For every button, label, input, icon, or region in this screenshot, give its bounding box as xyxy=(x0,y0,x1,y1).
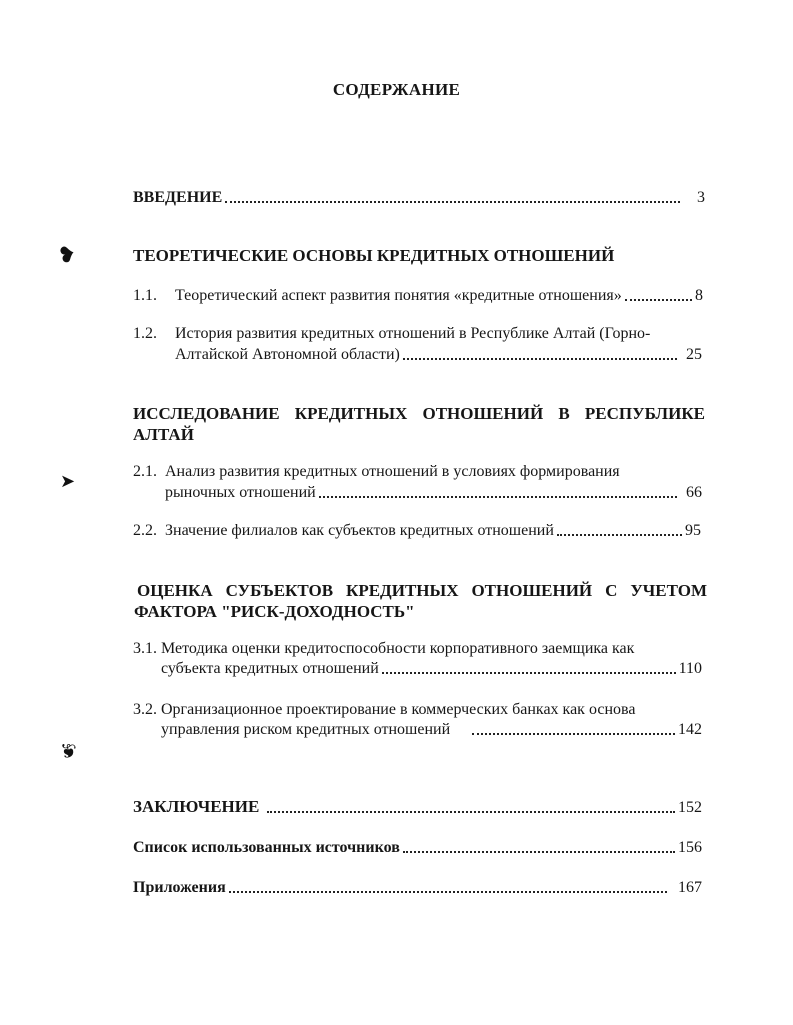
leader-dots xyxy=(472,733,675,735)
leader-dots xyxy=(225,201,680,203)
toc-item-page: 142 xyxy=(678,721,702,738)
toc-item-number: 2.1. xyxy=(133,463,157,480)
toc-item-text[interactable]: Организационное проектирование в коммерческих банках как основа xyxy=(161,701,636,718)
toc-sources-label: Список использованных источников xyxy=(133,839,400,856)
toc-item-2-2[interactable] xyxy=(133,521,701,540)
margin-mark-icon: ➤ xyxy=(60,471,76,491)
toc-item-page: 95 xyxy=(685,522,701,539)
toc-item-text[interactable]: Анализ развития кредитных отношений в условиях формирования xyxy=(165,463,620,480)
toc-intro[interactable] xyxy=(133,188,705,207)
toc-item-text: Значение филиалов как субъектов кредитных отношений xyxy=(165,522,554,539)
toc-intro-page: 3 xyxy=(697,189,705,206)
toc-item-text: субъекта кредитных отношений xyxy=(161,660,379,677)
toc-item-number: 2.2. xyxy=(133,522,157,539)
toc-item-number: 1.1. xyxy=(133,287,157,304)
toc-item-number: 1.2. xyxy=(133,325,157,342)
toc-appendix-page: 167 xyxy=(678,879,702,896)
toc-conclusion-label: ЗАКЛЮЧЕНИЕ xyxy=(133,797,260,816)
toc-intro-label: ВВЕДЕНИЕ xyxy=(133,189,223,206)
toc-item-number: 3.2. xyxy=(133,701,157,718)
toc-conclusion-page: 152 xyxy=(678,799,702,816)
toc-item-3-1[interactable] xyxy=(161,659,702,678)
chapter-1-title: ТЕОРЕТИЧЕСКИЕ ОСНОВЫ КРЕДИТНЫХ ОТНОШЕНИЙ xyxy=(133,246,615,265)
toc-item-page: 110 xyxy=(678,660,702,677)
toc-item-page: 8 xyxy=(695,287,703,304)
toc-item-3-2[interactable] xyxy=(161,720,702,739)
toc-item-page: 25 xyxy=(686,346,702,363)
leader-dots xyxy=(403,358,677,360)
toc-sources-page: 156 xyxy=(678,839,702,856)
chapter-2-title: ИССЛЕДОВАНИЕ КРЕДИТНЫХ ОТНОШЕНИЙ В РЕСПУБЛИКЕ xyxy=(133,404,705,423)
toc-item-text[interactable]: История развития кредитных отношений в Республике Алтай (Горно- xyxy=(175,325,651,342)
toc-item-text: управления риском кредитных отношений xyxy=(161,721,451,738)
chapter-3-title: ОЦЕНКА СУБЪЕКТОВ КРЕДИТНЫХ ОТНОШЕНИЙ С УЧЕТОМ xyxy=(137,581,707,600)
toc-appendix-label: Приложения xyxy=(133,879,226,896)
chapter-2-title-cont: АЛТАЙ xyxy=(133,425,194,444)
toc-item-text[interactable]: Методика оценки кредитоспособности корпоративного заемщика как xyxy=(161,640,635,657)
toc-item-number: 3.1. xyxy=(133,640,157,657)
toc-item-page: 66 xyxy=(686,484,702,501)
toc-item-1-1[interactable] xyxy=(133,286,703,305)
toc-item-2-1[interactable] xyxy=(165,483,702,502)
chapter-3-title-cont: ФАКТОРА "РИСК-ДОХОДНОСТЬ" xyxy=(134,602,415,621)
leader-dots xyxy=(382,672,676,674)
page-title: СОДЕРЖАНИЕ xyxy=(332,80,461,99)
leader-dots xyxy=(403,851,675,853)
toc-item-text: Алтайской Автономной области) xyxy=(175,346,400,363)
toc-sources[interactable] xyxy=(133,838,702,857)
toc-appendix[interactable] xyxy=(133,878,702,897)
leader-dots xyxy=(267,811,675,813)
leader-dots xyxy=(319,496,677,498)
margin-mark-icon: ❦ xyxy=(60,741,77,763)
toc-item-text: Теоретический аспект развития понятия «кредитные отношения» xyxy=(175,287,622,304)
leader-dots xyxy=(229,891,667,893)
leader-dots xyxy=(557,534,682,536)
toc-conclusion[interactable] xyxy=(133,797,702,817)
margin-mark-icon: ❥ xyxy=(54,240,80,269)
toc-item-1-2[interactable] xyxy=(175,345,702,364)
toc-item-text: рыночных отношений xyxy=(165,484,316,501)
leader-dots xyxy=(625,299,692,301)
